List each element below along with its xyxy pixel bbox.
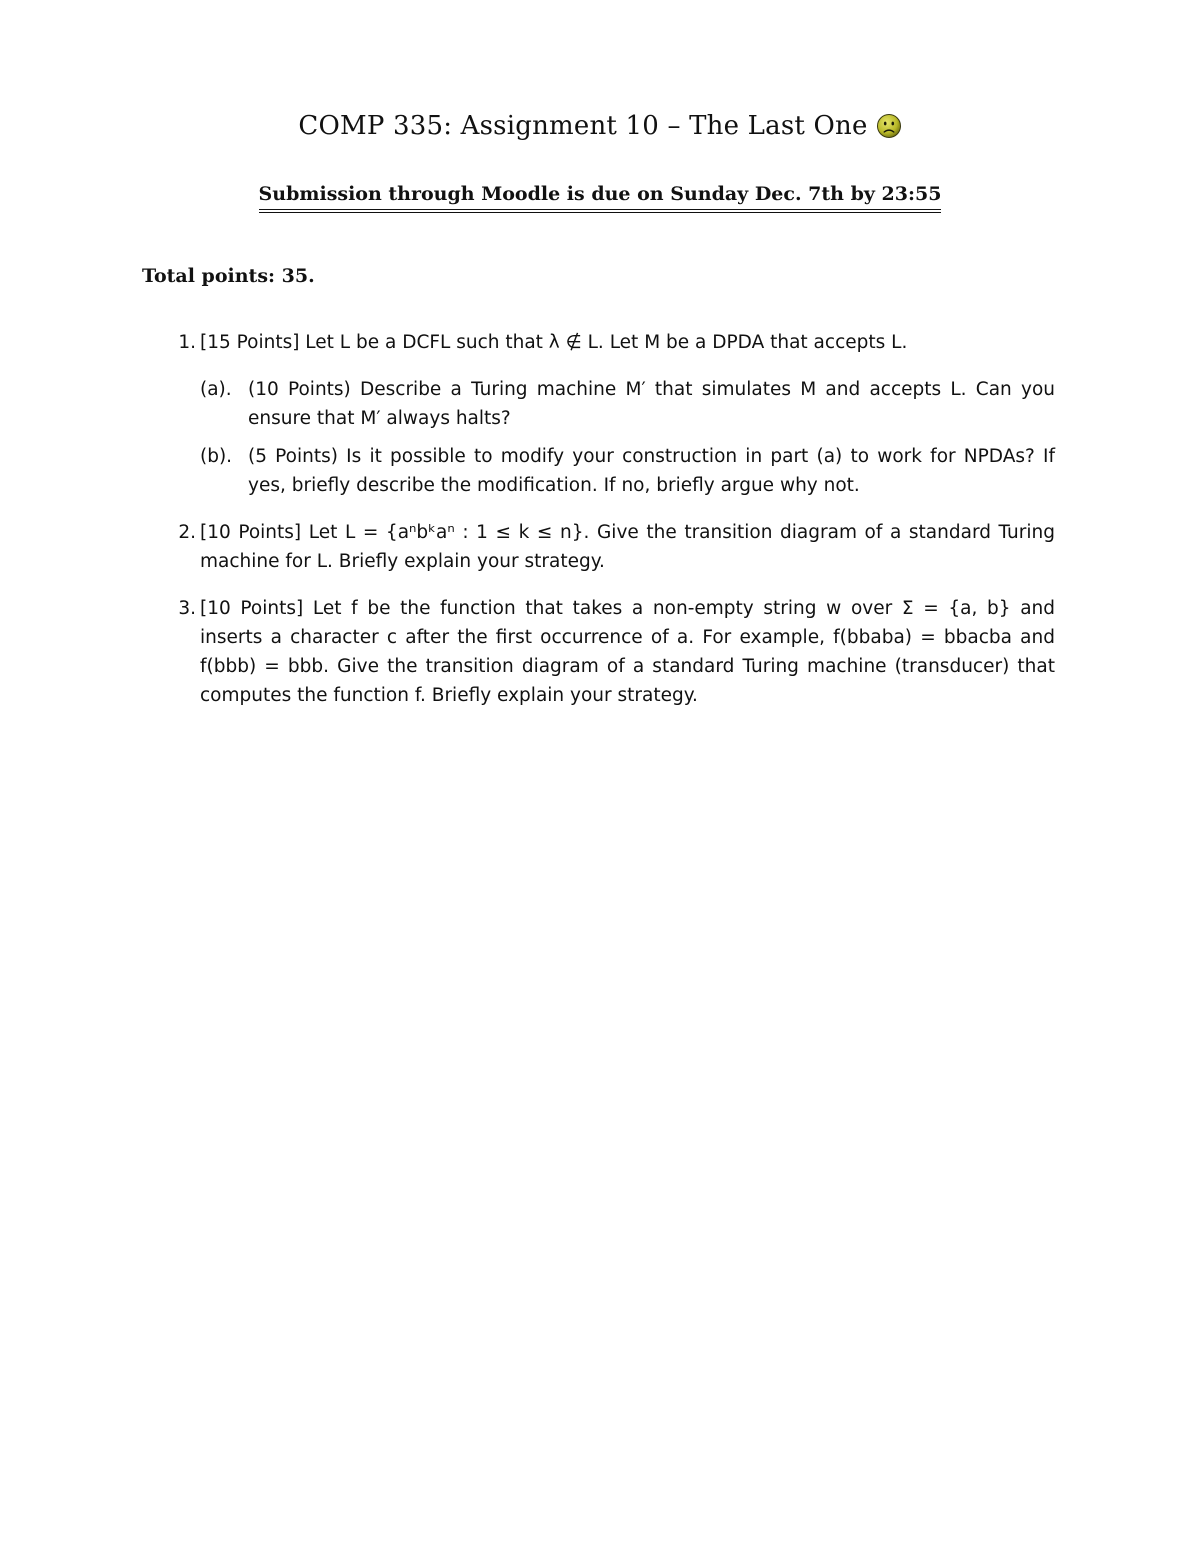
question-1 <box>160 328 1055 357</box>
part-text: (10 Points) Describe a Turing machine M′ that simulates M and accepts L. Can you ensure that M′ always halts? <box>248 379 1055 429</box>
question-number: 3. <box>178 598 196 619</box>
due-date-banner <box>0 183 1200 213</box>
assignment-title <box>0 110 1200 141</box>
question-number: 1. <box>178 332 196 353</box>
question-text: [10 Points] Let f be the function that takes a non-empty string w over Σ = {a, b} and inserts a character c after the first occurrence of a. For example, f(bbaba) = bbacba and f(bbb) = bbb. Give the transition diagram of a standard Turing machine (transducer) that computes the function f. Briefly explain your strategy. <box>200 598 1055 706</box>
question-number: 2. <box>178 522 196 543</box>
sad-smiley-icon <box>876 113 902 139</box>
due-date-text: Submission through Moodle is due on Sunday Dec. 7th by 23:55 <box>259 183 942 213</box>
part-text: (5 Points) Is it possible to modify your construction in part (a) to work for NPDAs? If yes, briefly describe the modification. If no, briefly argue why not. <box>248 446 1055 496</box>
question-3 <box>160 594 1055 710</box>
question-text: [10 Points] Let L = {aⁿbᵏaⁿ : 1 ≤ k ≤ n}. Give the transition diagram of a standard Turing machine for L. Briefly explain your strategy. <box>200 522 1055 572</box>
question-1-part-a <box>200 375 1055 433</box>
question-1-part-b <box>200 442 1055 500</box>
question-text: [15 Points] Let L be a DCFL such that λ ∉ L. Let M be a DPDA that accepts L. <box>200 332 908 353</box>
part-label: (b). <box>200 446 233 467</box>
part-label: (a). <box>200 379 232 400</box>
total-points: Total points: 35. <box>142 265 315 287</box>
title-text: COMP 335: Assignment 10 – The Last One <box>298 111 868 141</box>
question-2 <box>160 518 1055 576</box>
